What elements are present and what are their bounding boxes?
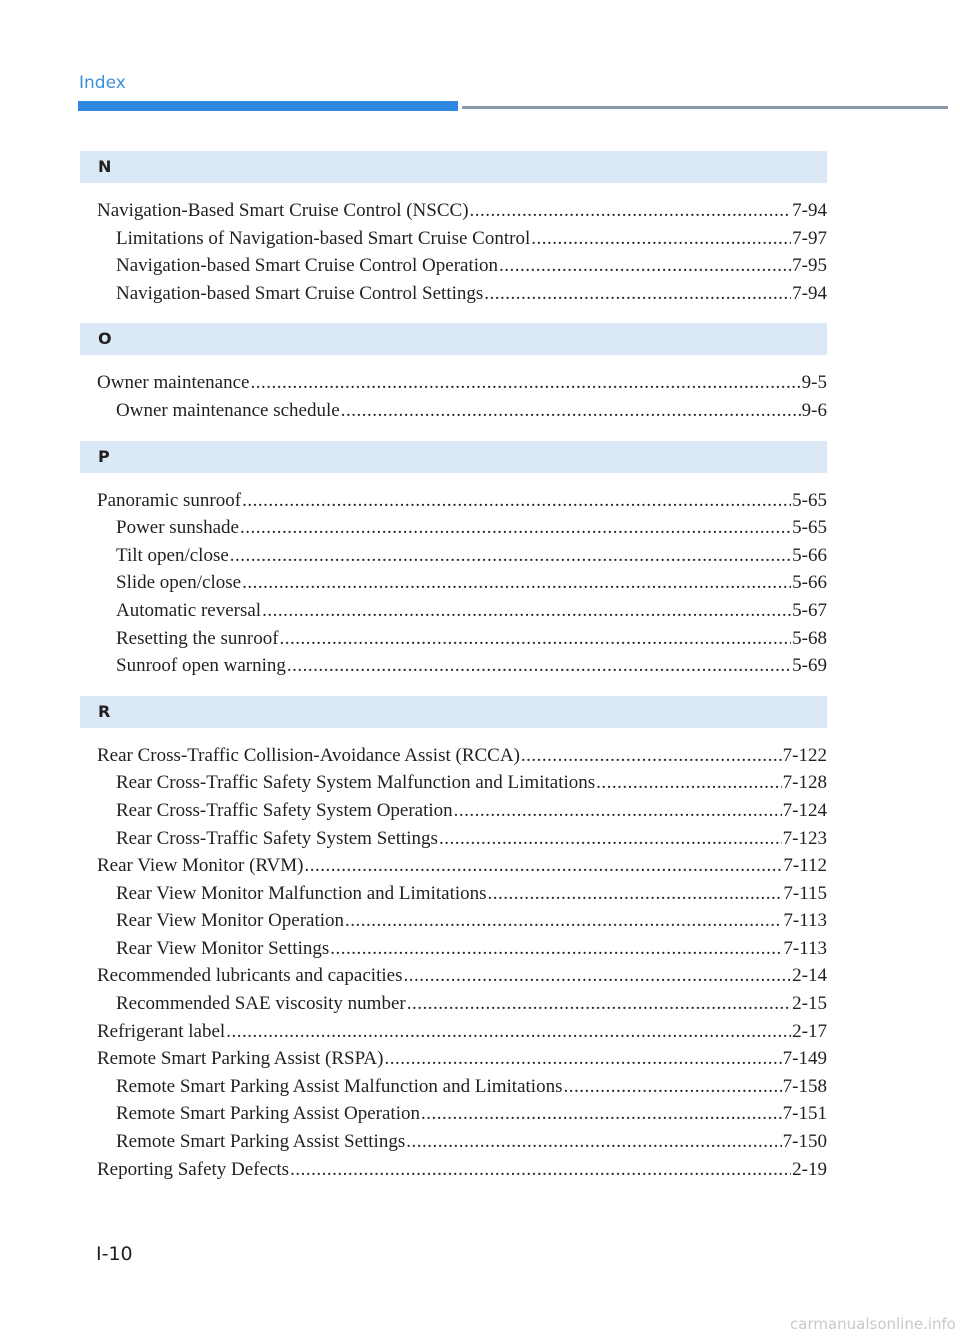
entry-page-ref: 9-6	[801, 399, 827, 421]
section-letter-header: R	[80, 696, 827, 728]
index-subentry[interactable]	[80, 1100, 827, 1128]
index-entry[interactable]	[80, 197, 827, 225]
index-entry[interactable]	[80, 852, 827, 880]
entry-label: Reporting Safety Defects	[97, 1158, 290, 1180]
entry-page-ref: 5-68	[792, 627, 827, 649]
entry-label: Rear Cross-Traffic Safety System Malfunction and Limitations	[116, 772, 596, 794]
entry-page-ref: 5-65	[792, 517, 827, 539]
entry-label: Recommended SAE viscosity number	[116, 993, 406, 1015]
index-entry[interactable]	[80, 742, 827, 770]
entry-page-ref: 5-69	[792, 655, 827, 677]
entry-page-ref: 7-123	[782, 827, 827, 849]
entry-page-ref: 2-14	[792, 965, 827, 987]
entry-page-ref: 5-67	[792, 599, 827, 621]
page-number: I-10	[96, 1243, 133, 1265]
dot-leader	[230, 542, 791, 570]
entry-page-ref: 7-97	[792, 227, 827, 249]
dot-leader	[484, 280, 791, 308]
entry-page-ref: 7-95	[792, 255, 827, 277]
entry-label: Owner maintenance schedule	[116, 399, 340, 421]
entry-label: Remote Smart Parking Assist (RSPA)	[97, 1048, 384, 1070]
entry-label: Navigation-Based Smart Cruise Control (NSCC)	[97, 200, 469, 221]
section-letter-header: P	[80, 441, 827, 473]
entry-page-ref: 7-113	[783, 910, 827, 932]
dot-leader	[406, 1128, 781, 1156]
watermark: carmanualsonline.info	[790, 1315, 956, 1333]
index-subentry[interactable]	[80, 625, 827, 653]
index-entry[interactable]	[80, 1156, 827, 1184]
index-subentry[interactable]	[80, 569, 827, 597]
section-letter-header: O	[80, 323, 827, 355]
dot-leader	[341, 397, 801, 425]
entry-page-ref: 7-124	[782, 799, 827, 821]
entry-label: Rear Cross-Traffic Safety System Operation	[116, 799, 453, 821]
dot-leader	[242, 487, 791, 515]
entry-label: Rear View Monitor Malfunction and Limitations	[116, 882, 487, 904]
dot-leader	[488, 880, 783, 908]
entry-page-ref: 7-149	[782, 1048, 827, 1070]
section-letter-header: N	[80, 151, 827, 183]
index-entry[interactable]	[80, 487, 827, 515]
entry-label: Owner maintenance	[97, 372, 250, 394]
entry-label: Navigation-based Smart Cruise Control Operation	[116, 255, 499, 277]
dot-leader	[421, 1100, 782, 1128]
entry-page-ref: 7-128	[782, 772, 827, 794]
index-list	[80, 151, 827, 1199]
dot-leader	[262, 597, 791, 625]
entry-page-ref: 7-115	[783, 882, 827, 904]
entry-label: Remote Smart Parking Assist Operation	[116, 1103, 420, 1125]
index-subentry[interactable]	[80, 280, 827, 308]
entry-label: Panoramic sunroof	[97, 489, 242, 511]
entry-page-ref: 2-15	[792, 993, 827, 1015]
entry-label: Power sunshade	[116, 517, 239, 539]
index-entries	[80, 197, 827, 307]
index-subentry[interactable]	[80, 1128, 827, 1156]
index-entry[interactable]	[80, 1018, 827, 1046]
index-entry[interactable]	[80, 369, 827, 397]
dot-leader	[439, 825, 782, 853]
dot-leader	[499, 252, 791, 280]
index-subentry[interactable]	[80, 225, 827, 253]
entry-page-ref: 7-94	[792, 200, 827, 221]
dot-leader	[226, 1018, 791, 1046]
entry-page-ref: 7-113	[783, 937, 827, 959]
entry-label: Rear View Monitor (RVM)	[97, 855, 304, 877]
index-subentry[interactable]	[80, 797, 827, 825]
dot-leader	[403, 962, 791, 990]
header-rule	[462, 106, 948, 109]
index-entry[interactable]	[80, 1045, 827, 1073]
dot-leader	[287, 652, 791, 680]
entry-label: Recommended lubricants and capacities	[97, 965, 403, 987]
index-entries	[80, 742, 827, 1184]
entry-page-ref: 7-158	[782, 1075, 827, 1097]
entry-page-ref: 7-122	[782, 744, 827, 766]
entry-page-ref: 7-150	[782, 1131, 827, 1153]
dot-leader	[384, 1045, 781, 1073]
index-subentry[interactable]	[80, 652, 827, 680]
index-subentry[interactable]	[80, 880, 827, 908]
dot-leader	[596, 769, 782, 797]
index-subentry[interactable]	[80, 542, 827, 570]
entry-page-ref: 5-66	[792, 572, 827, 594]
dot-leader	[305, 852, 783, 880]
entry-page-ref: 5-66	[792, 544, 827, 566]
index-subentry[interactable]	[80, 397, 827, 425]
dot-leader	[470, 197, 792, 225]
dot-leader	[531, 225, 791, 253]
index-subentry[interactable]	[80, 990, 827, 1018]
dot-leader	[407, 990, 791, 1018]
entry-label: Navigation-based Smart Cruise Control Settings	[116, 282, 484, 304]
entry-label: Automatic reversal	[116, 599, 262, 621]
entry-page-ref: 5-65	[792, 489, 827, 511]
entry-label: Slide open/close	[116, 572, 242, 594]
entry-page-ref: 7-151	[782, 1103, 827, 1125]
entry-label: Remote Smart Parking Assist Settings	[116, 1131, 406, 1153]
entry-page-ref: 2-19	[792, 1158, 827, 1180]
header-rule-accent	[78, 101, 458, 111]
entry-label: Limitations of Navigation-based Smart Cruise Control	[116, 227, 531, 249]
entry-label: Tilt open/close	[116, 544, 229, 566]
dot-leader	[290, 1156, 791, 1184]
entry-label: Sunroof open warning	[116, 655, 286, 677]
dot-leader	[240, 514, 791, 542]
entry-page-ref: 9-5	[801, 372, 827, 394]
entry-label: Rear View Monitor Settings	[116, 937, 330, 959]
index-entries	[80, 487, 827, 680]
dot-leader	[242, 569, 791, 597]
dot-leader	[345, 907, 782, 935]
dot-leader	[280, 625, 792, 653]
entry-label: Rear Cross-Traffic Safety System Settings	[116, 827, 438, 849]
dot-leader	[454, 797, 782, 825]
entry-label: Remote Smart Parking Assist Malfunction and Limitations	[116, 1075, 563, 1097]
entry-label: Refrigerant label	[97, 1020, 226, 1042]
entry-label: Resetting the sunroof	[116, 627, 279, 649]
index-subentry[interactable]	[80, 1073, 827, 1101]
index-subentry[interactable]	[80, 597, 827, 625]
index-subentry[interactable]	[80, 935, 827, 963]
section-title: Index	[79, 73, 126, 93]
entry-page-ref: 7-94	[792, 282, 827, 304]
dot-leader	[250, 369, 800, 397]
index-subentry[interactable]	[80, 252, 827, 280]
index-entries	[80, 369, 827, 424]
dot-leader	[563, 1073, 781, 1101]
entry-label: Rear Cross-Traffic Collision-Avoidance Assist (RCCA)	[97, 744, 520, 766]
entry-page-ref: 7-112	[783, 855, 827, 877]
index-subentry[interactable]	[80, 514, 827, 542]
entry-label: Rear View Monitor Operation	[116, 910, 345, 932]
index-subentry[interactable]	[80, 825, 827, 853]
index-subentry[interactable]	[80, 769, 827, 797]
index-entry[interactable]	[80, 962, 827, 990]
dot-leader	[330, 935, 782, 963]
entry-page-ref: 2-17	[792, 1020, 827, 1042]
index-subentry[interactable]	[80, 907, 827, 935]
dot-leader	[521, 742, 782, 770]
